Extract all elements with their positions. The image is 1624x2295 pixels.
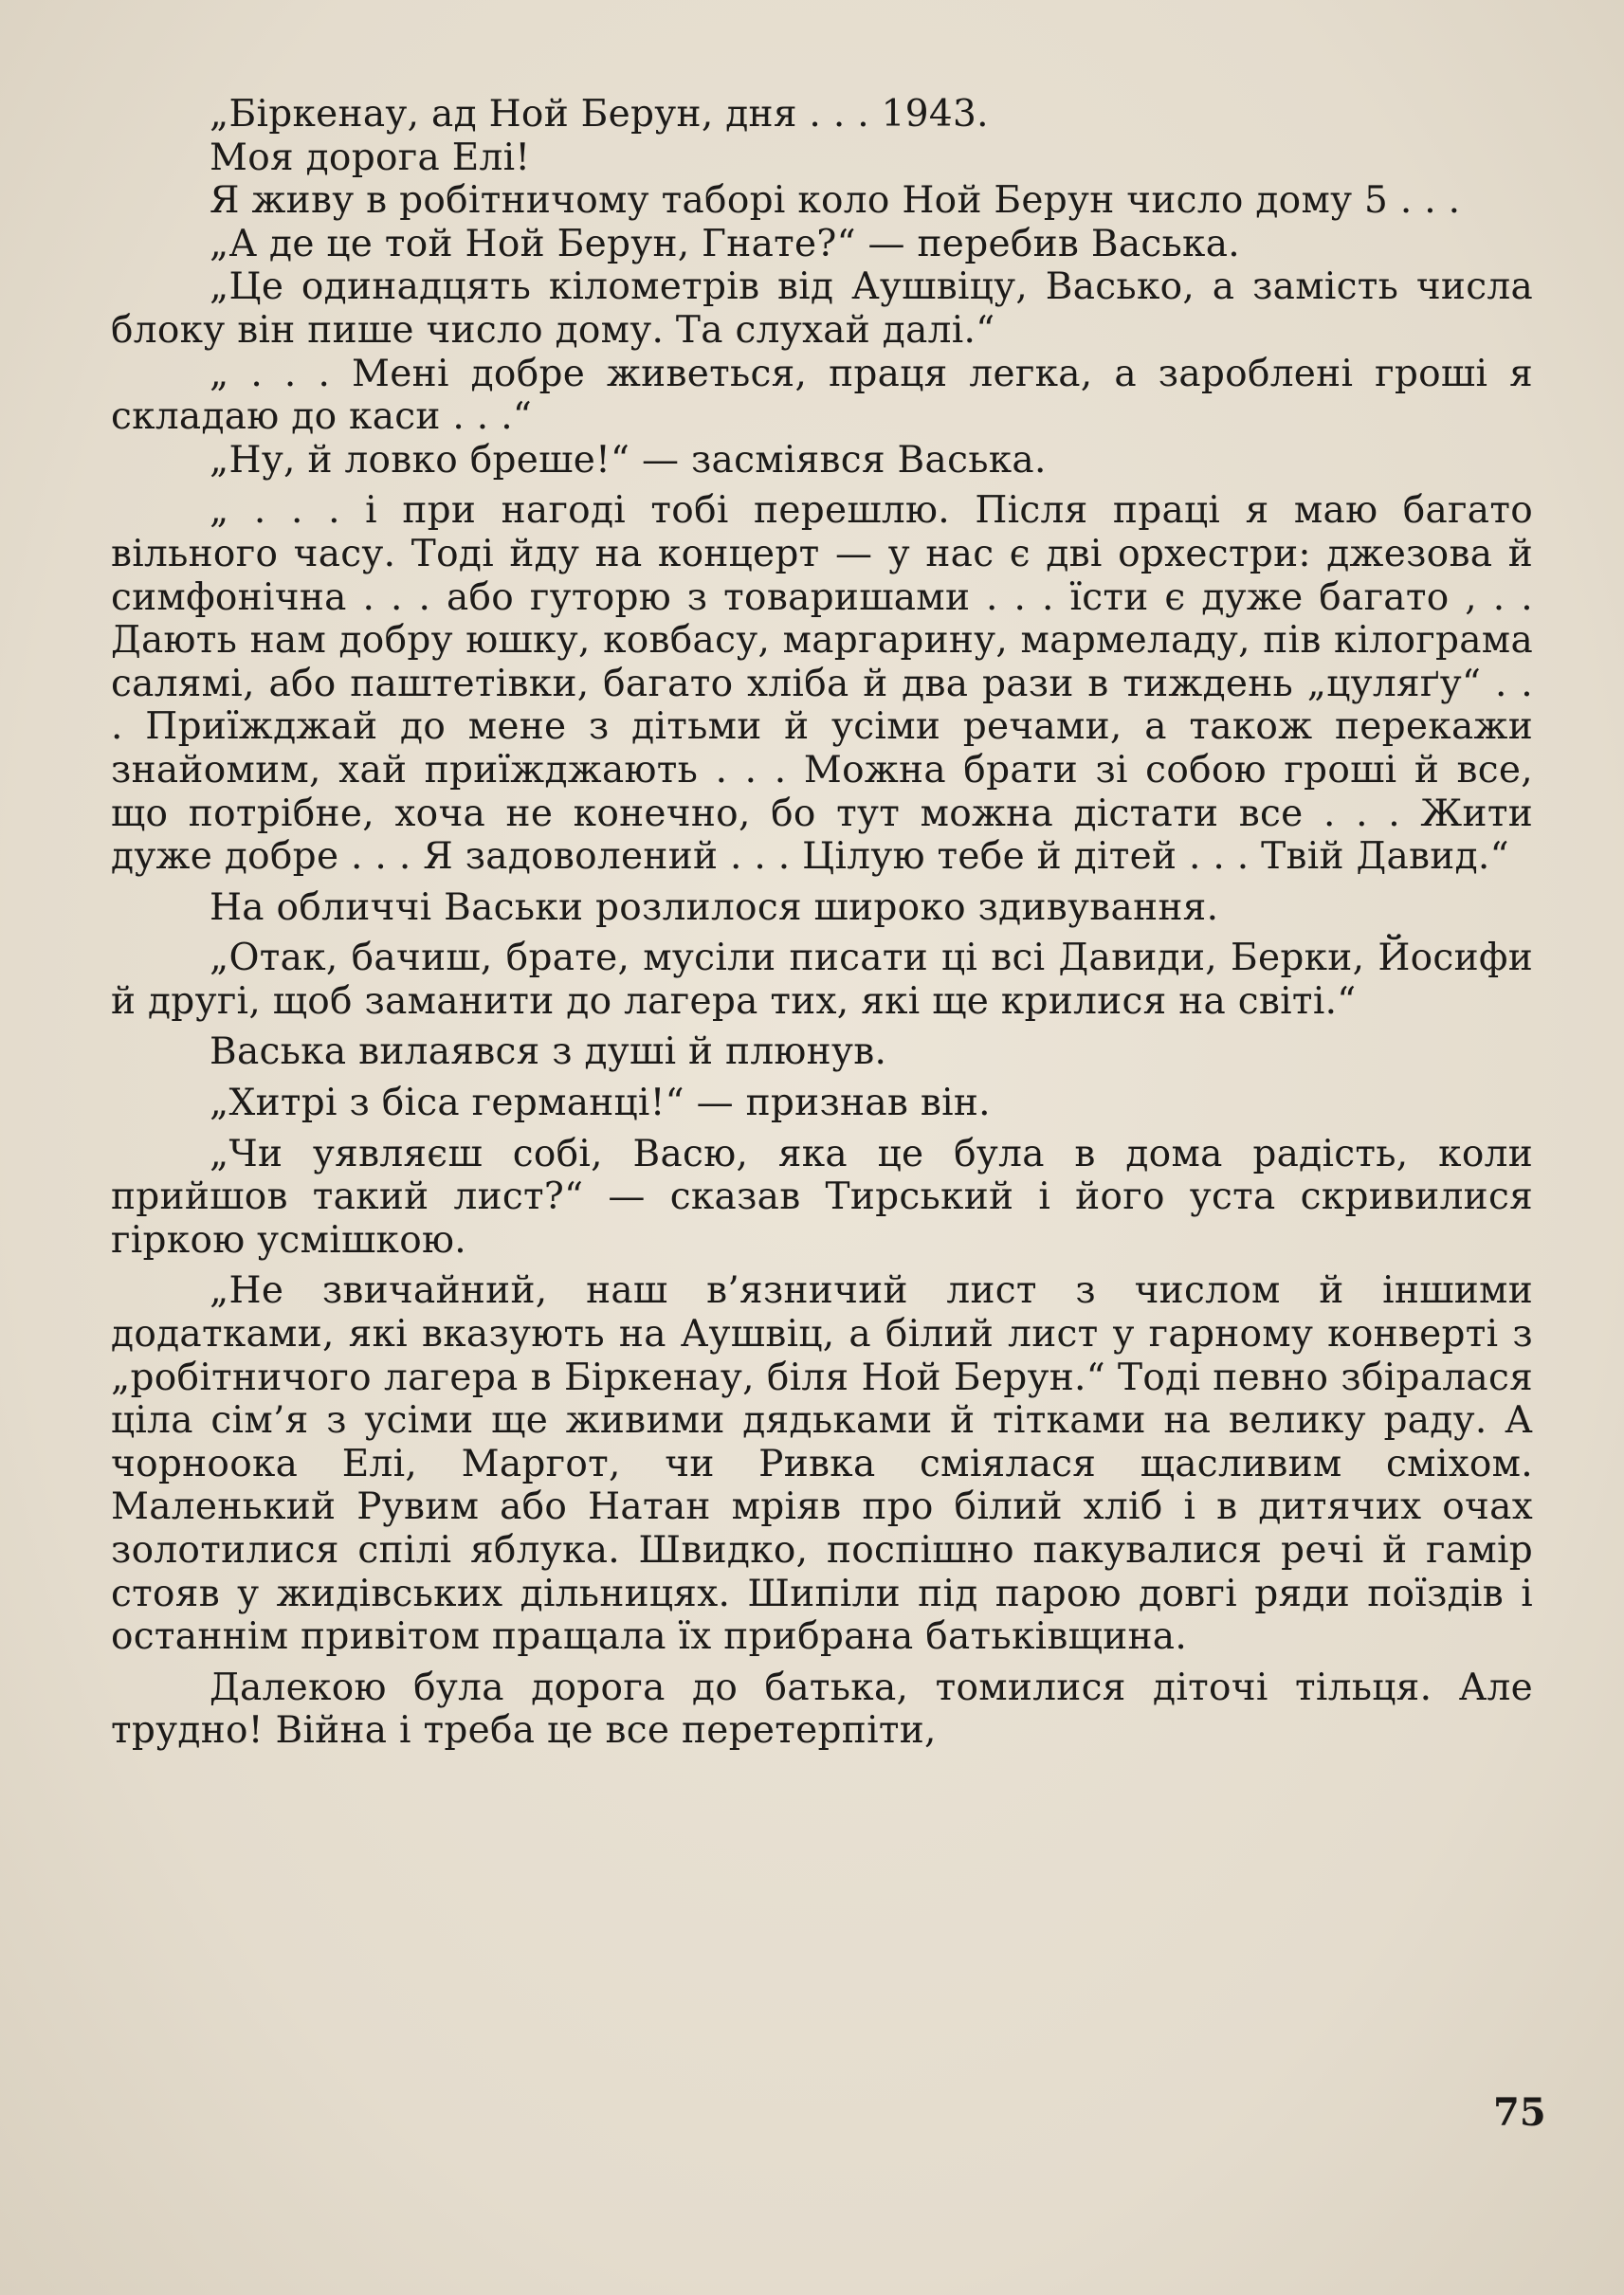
paragraph: „Це одинадцять кілометрів від Аушвіцу, Васько, а замість числа блоку він пише число дому. Та слухай далі.“ bbox=[111, 265, 1533, 352]
paragraph: Я живу в робітничому таборі коло Ной Берун число дому 5 . . . bbox=[210, 179, 1461, 223]
body-text bbox=[111, 93, 1533, 1753]
paragraph: „ . . . і при нагоді тобі перешлю. Після праці я маю багато вільного часу. Тоді йду на концерт — у нас є дві орхестри: джезова й симфонічна . . . або гуторю з товаришами . . . їсти є дуже багато , . . Дають нам добру юшку, ковбасу, маргарину, мармеладу, пів кілограма салямі, або паштетівки, багато хліба й два рази в тиждень „цуляґу“ . . . Приїжджай до мене з дітьми й усіми речами, а також перекажи знайомим, хай приїжджають . . . Можна брати зі собою гроші й все, що потрібне, хоча не конечно, бо тут можна дістати все . . . Жити дуже добре . . . Я задоволений . . . Цілую тебе й дітей . . . Твій Давид.“ bbox=[111, 489, 1533, 879]
paragraph: „Біркенау, ад Ной Берун, дня . . . 1943. bbox=[210, 93, 989, 136]
page-number: 75 bbox=[1493, 2090, 1546, 2135]
paragraph: Далекою була дорога до батька, томилися діточі тільця. Але трудно! Війна і треба це все перетерпіти, bbox=[111, 1666, 1533, 1753]
paragraph: „Отак, бачиш, брате, мусіли писати ці всі Давиди, Берки, Йосифи й другі, щоб заманити до лагера тих, які ще крилися на світі.“ bbox=[111, 937, 1533, 1023]
paragraph: „Хитрі з біса германці!“ — признав він. bbox=[210, 1082, 991, 1125]
paragraph: На обличчі Васьки розлилося широко здивування. bbox=[210, 885, 1219, 929]
paragraph: Моя дорога Елі! bbox=[210, 136, 531, 179]
paragraph: „ . . . Мені добре живеться, праця легка, а зароблені гроші я складаю до каси . . .“ bbox=[111, 352, 1533, 439]
paragraph: „Ну, й ловко бреше!“ — засміявся Васька. bbox=[210, 438, 1047, 482]
paragraph: „А де це той Ной Берун, Гнате?“ — перебив Васька. bbox=[210, 222, 1240, 265]
paragraph: Васька вилаявся з душі й плюнув. bbox=[210, 1030, 887, 1074]
paragraph: „Чи уявляєш собі, Васю, яка це була в дома радість, коли прийшов такий лист?“ — сказав Тирський і його уста скривилися гіркою усмішкою. bbox=[111, 1132, 1533, 1262]
paragraph: „Не звичайний, наш в’язничий лист з числом й іншими додатками, які вказують на Аушвіц, а білий лист у гарному конверті з „робітничого лагера в Біркенау, біля Ной Берун.“ Тоді певно збіралася ціла сім’я з усіми ще живими дядьками й тітками на велику раду. А чорноока Елі, Маргот, чи Ривка сміялася щасливим сміхом. Маленький Рувим або Натан мріяв про білий хліб і в дитячих очах золотилися спілі яблука. Швидко, поспішно пакувалися речі й гамір стояв у жидівських дільницях. Шипіли під парою довгі ряди поїздів і останнім привітом пращала їх прибрана батьківщина. bbox=[111, 1269, 1533, 1659]
